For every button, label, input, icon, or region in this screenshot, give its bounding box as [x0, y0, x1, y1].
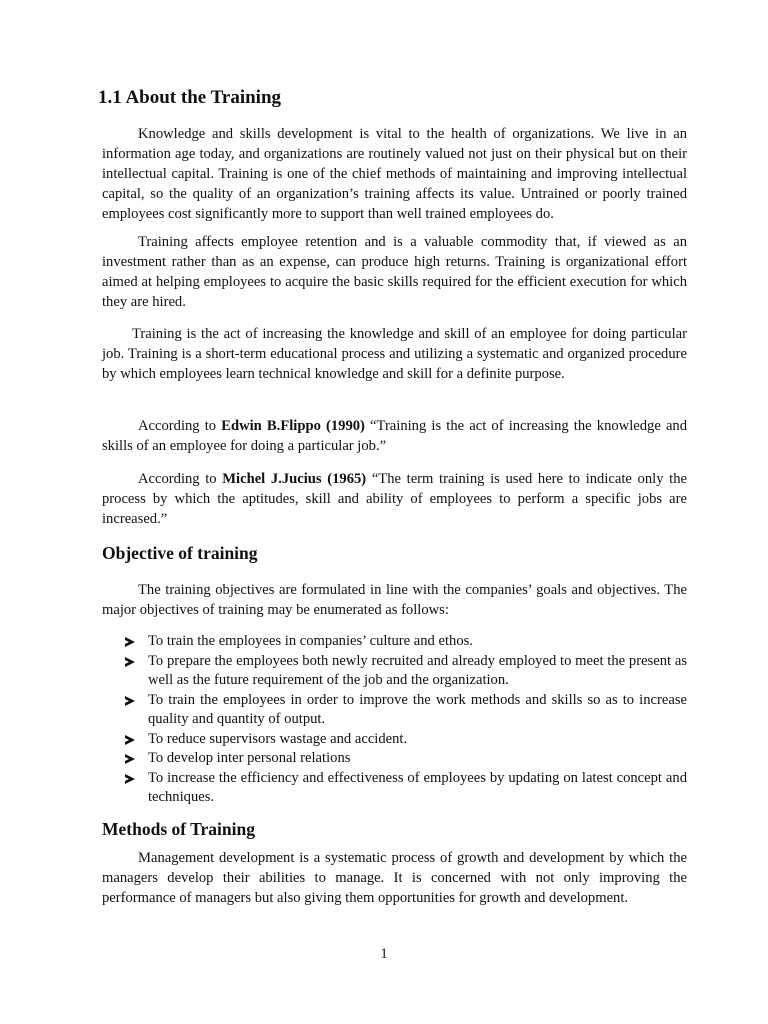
quote-prefix: According to [138, 418, 222, 434]
quote-text: “The term training is used here to indicate only the process by which the aptitudes, skill and ability of employees to perform a specific jobs are increased.” [102, 471, 687, 527]
list-item-text: To train the employees in order to improve the work methods and skills so as to increase quality and quantity of output. [148, 691, 687, 727]
quote-author: Edwin B.Flippo (1990) [221, 418, 365, 434]
section-title: 1.1 About the Training [98, 87, 282, 108]
arrow-bullet-icon [125, 696, 135, 706]
list-item [102, 730, 687, 750]
quote-text: “Training is the act of increasing the knowledge and skills of an employee for doing a particular job.” [102, 418, 688, 454]
objectives-intro: The training objectives are formulated in line with the companies’ goals and objectives. The major objectives of training may be enumerated as follows: [102, 582, 687, 618]
flippo-quote [102, 416, 687, 456]
about-paragraph-3: Training is the act of increasing the knowledge and skill of an employee for doing particular job. Training is a short-term educational process and utilizing a systematic and organized procedure by which employees learn technical knowledge and skill for a definite purpose. [102, 326, 687, 382]
arrow-bullet-icon [125, 735, 135, 745]
arrow-bullet-icon [125, 754, 135, 764]
arrow-bullet-icon [125, 774, 135, 784]
quote-author: Michel J.Jucius (1965) [222, 471, 367, 487]
list-item-text: To reduce supervisors wastage and accident. [148, 730, 408, 747]
list-item-text: To prepare the employees both newly recruited and already employed to meet the present as well as the future requirement of the job and the organization. [148, 652, 687, 688]
jucius-quote [102, 469, 687, 529]
quote-prefix: According to [138, 471, 223, 487]
objectives-list [102, 632, 687, 808]
list-item [102, 749, 687, 769]
list-item-text: To increase the efficiency and effectiveness of employees by updating on latest concept and techniques. [148, 769, 687, 805]
about-paragraph-2: Training affects employee retention and is a valuable commodity that, if viewed as an investment rather than as an expense, can produce high returns. Training is organizational effort aimed at helping employees to acquire the basic skills required for the efficient execution for which they are hired. [102, 234, 687, 310]
list-item [102, 769, 687, 808]
list-item-text: To develop inter personal relations [148, 750, 351, 766]
methods-heading: Methods of Training [102, 819, 255, 839]
page-number: 1 [380, 946, 388, 962]
list-item [102, 632, 687, 652]
arrow-bullet-icon [125, 657, 135, 667]
about-paragraph-1: Knowledge and skills development is vital to the health of organizations. We live in an information age today, and organizations are routinely valued not just on their physical but on their intellectual capital. Training is one of the chief methods of maintaining and improving intellectual capital, so the quality of an organization’s training affects its value. Untrained or poorly trained employees cost significantly more to support than well trained employees do. [102, 126, 687, 222]
list-item [102, 652, 687, 691]
methods-paragraph-1: Management development is a systematic process of growth and development by which the managers develop their abilities to manage. It is concerned with not only improving the performance of managers but also giving them opportunities for growth and development. [102, 850, 687, 906]
list-item-text: To train the employees in companies’ culture and ethos. [148, 633, 473, 649]
objectives-heading: Objective of training [102, 543, 258, 563]
list-item [102, 691, 687, 730]
arrow-bullet-icon [125, 637, 135, 647]
